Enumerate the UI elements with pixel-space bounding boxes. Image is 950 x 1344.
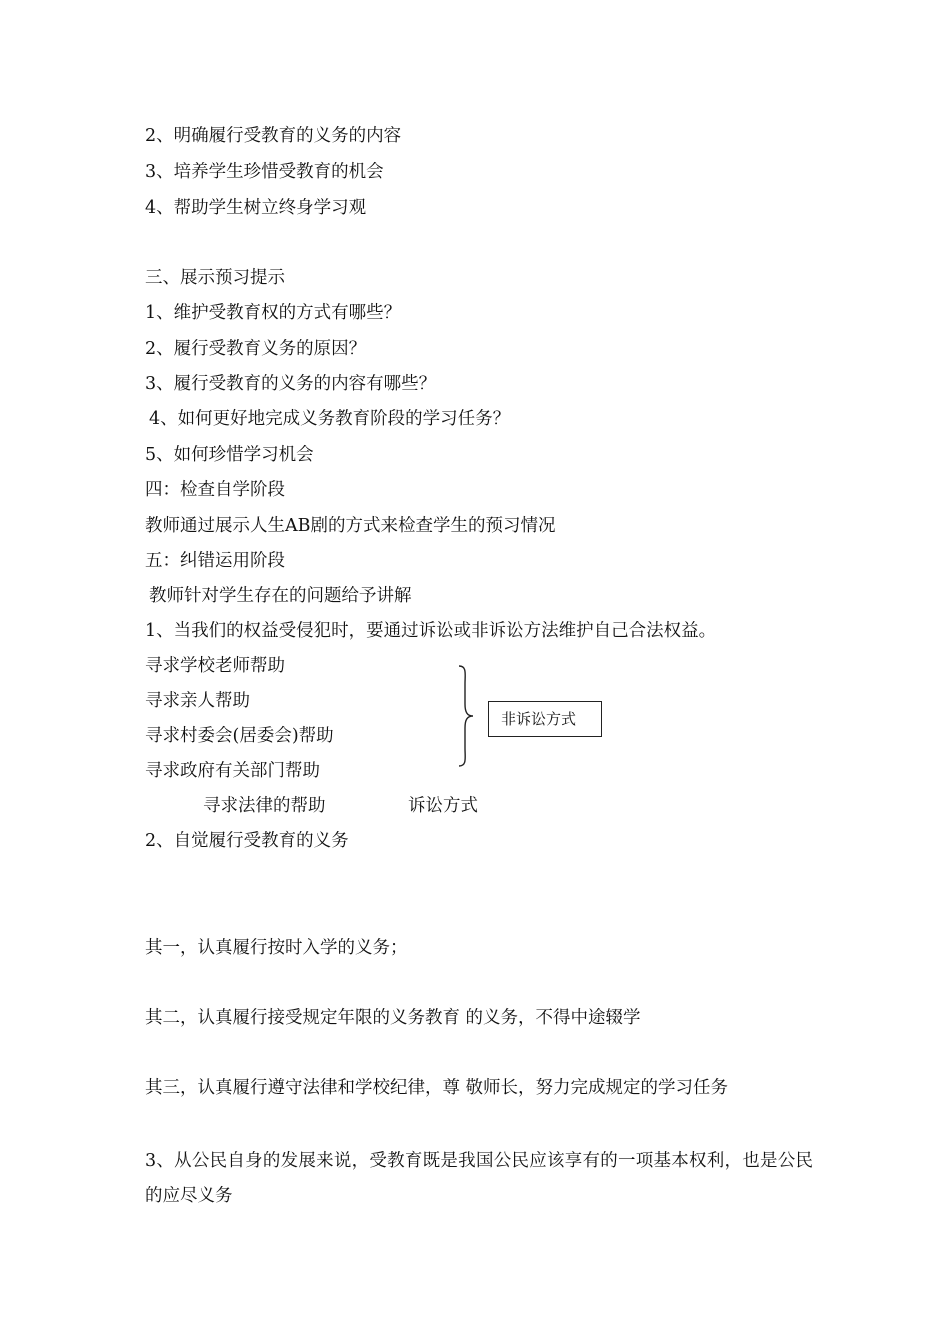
duty-item: 其一，认真履行按时入学的义务； — [145, 938, 408, 958]
method-item: 寻求学校老师帮助 — [145, 656, 285, 676]
method-item: 寻求亲人帮助 — [145, 691, 250, 711]
point-3: 3、从公民自身的发展来说，受教育既是我国公民应该享有的一项基本权利，也是公民的应尽义务 — [145, 1151, 813, 1206]
objective-item: 2、明确履行受教育的义务的内容 — [145, 126, 402, 146]
preview-item: 1、维护受教育权的方式有哪些？ — [145, 303, 402, 323]
check-text: 教师通过展示人生AB剧的方式来检查学生的预习情况 — [145, 516, 556, 536]
section-heading-check: 四：检查自学阶段 — [145, 480, 285, 500]
preview-item: 4、如何更好地完成义务教育阶段的学习任务？ — [149, 409, 511, 429]
legal-help-item: 寻求法律的帮助 — [203, 796, 326, 816]
section-heading-correct: 五：纠错运用阶段 — [145, 551, 285, 571]
curly-brace — [455, 664, 479, 768]
point-2: 2、自觉履行受教育的义务 — [145, 831, 349, 851]
duty-item: 其二，认真履行接受规定年限的义务教育 的义务，不得中途辍学 — [145, 1008, 641, 1028]
non-litigation-box — [488, 701, 602, 737]
objective-item: 3、培养学生珍惜受教育的机会 — [145, 162, 384, 182]
litigation-label: 诉讼方式 — [408, 796, 478, 816]
section-heading-preview: 三、展示预习提示 — [145, 268, 285, 288]
point-1: 1、当我们的权益受侵犯时，要通过诉讼或非诉讼方法维护自己合法权益。 — [145, 621, 717, 641]
method-item: 寻求政府有关部门帮助 — [145, 761, 320, 781]
objective-item: 4、帮助学生树立终身学习观 — [145, 198, 367, 218]
non-litigation-label: 非诉讼方式 — [501, 710, 577, 728]
method-item: 寻求村委会(居委会)帮助 — [145, 726, 334, 746]
preview-item: 3、履行受教育的义务的内容有哪些？ — [145, 374, 437, 394]
preview-item: 5、如何珍惜学习机会 — [145, 445, 314, 465]
correct-intro: 教师针对学生存在的问题给予讲解 — [149, 586, 412, 606]
preview-item: 2、履行受教育义务的原因？ — [145, 339, 367, 359]
duty-item: 其三，认真履行遵守法律和学校纪律，尊 敬师长，努力完成规定的学习任务 — [145, 1078, 729, 1098]
